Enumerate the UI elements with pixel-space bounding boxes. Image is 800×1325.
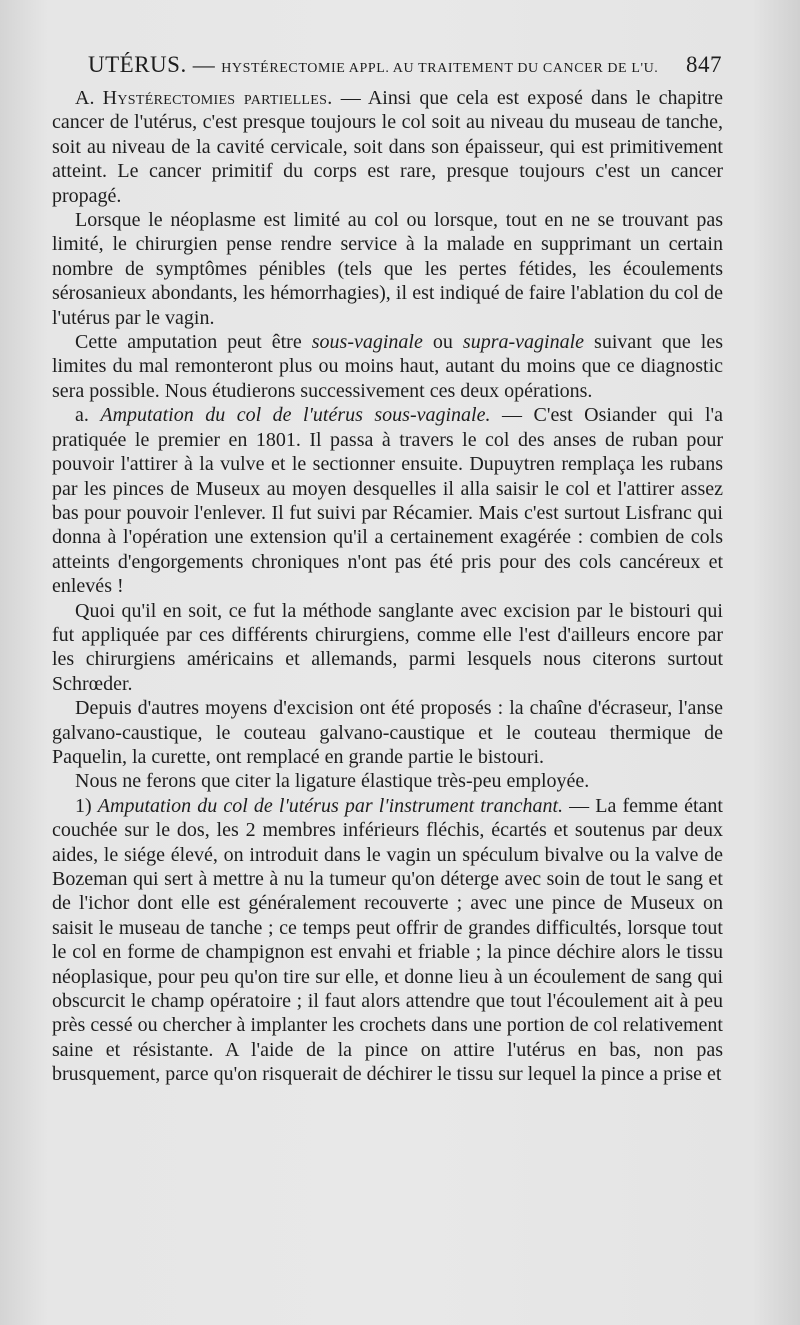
paragraph-neoplasm-limited <box>52 208 723 330</box>
paragraph-text: Lorsque le néoplasme est limité au col ou lorsque, tout en ne se trouvant pas limité, le chirurgien pense rendre service à la malade en supprimant un certain nombre de symptômes pénibles (tels que les pertes fétides, les écoulements sérosanieux abondants, les hémorrhagies), il est indiqué de faire l'ablation du col de l'utérus par le vagin. <box>52 209 723 329</box>
page-body <box>52 86 723 1087</box>
paragraph-text: Cette amputation peut être <box>75 331 312 354</box>
paragraph-text: Depuis d'autres moyens d'excision ont été proposés : la chaîne d'écraseur, l'anse galvano-caustique, le couteau galvano-caustique et le couteau thermique de Paquelin, la curette, ont remplacé en grande partie le bistouri. <box>52 697 723 768</box>
paragraph-text: ou <box>422 331 463 354</box>
subsection-heading: Amputation du col de l'utérus par l'instrument tranchant. <box>97 794 564 817</box>
paragraph-text: — La femme étant couchée sur le dos, les 2 membres inférieurs fléchis, écartés et soutenus par deux aides, le siége élevé, on introduit dans le vagin un spéculum bivalve ou la valve de Bozeman qui sert à mettre à nu la tumeur qu'on déterge avec soin de tout le sang et de l'ichor dont elle est généralement recouverte ; avec une pince de Museux on saisit le museau de tanche ; ce temps peut offrir de grandes difficultés, lorsque tout le col en forme de champignon est envahi et friable ; la pince déchire alors le tissu néoplasique, pour peu qu'on tire sur elle, et donne lieu à un écoulement de sang qui obscurcit le champ opératoire ; il faut alors attendre que tout l'écoulement ait à peu près cessé ou chercher à implanter les crochets dans une portion de col relativement saine et résistante. A l'aide de la pince on attire l'utérus en bas, non pas brusquement, parce qu'on risquerait de déchirer le tissu sur lequel la pince a prise et <box>52 794 723 1086</box>
running-title <box>88 52 686 78</box>
paragraph-excision-means <box>52 696 723 769</box>
paragraph-marker: A. <box>75 87 103 109</box>
paragraph-text: Quoi qu'il en soit, ce fut la méthode sanglante avec excision par le bistouri qui fut appliquée par ces différents chirurgiens, comme elle l'est d'ailleurs encore par les chirurgiens américains et allemands, parmi lesquels nous citerons surtout Schrœder. <box>52 599 723 695</box>
paragraph-text: — C'est Osiander qui l'a pratiquée le premier en 1801. Il passa à travers le col des anses de ruban pour pouvoir l'attirer à la vulve et le sectionner ensuite. Dupuytren remplaça les rubans par les pinces de Museux au moyen desquelles il alla saisir le col et l'attirer assez bas pour pouvoir l'enlever. Il fut suivi par Récamier. Mais c'est surtout Lisfranc qui donna à l'opération une extension qu'il a certainement exagérée : combien de cols atteints d'engorgements chroniques n'ont pas été pris pour des cols cancéreux et enlevés ! <box>52 404 723 598</box>
paragraph-cutting-instrument <box>52 794 723 1087</box>
paragraph-marker: 1) <box>75 794 98 817</box>
page-number: 847 <box>686 52 722 77</box>
paragraph-text: Nous ne ferons que citer la ligature élastique très-peu employée. <box>75 770 590 793</box>
italic-term: supra-vaginale <box>462 331 585 354</box>
paragraph-elastic-ligature <box>52 769 723 793</box>
paragraph-subvaginal-amputation <box>52 403 723 598</box>
paragraph-text: — Ainsi que cela est exposé dans le chapitre cancer de l'utérus, c'est presque toujours le col soit au niveau du museau de tanche, soit au niveau de la cavité cervicale, soit dans son épaisseur, qui est primitivement atteint. Le cancer primitif du corps est rare, presque toujours c'est un cancer propagé. <box>52 87 723 207</box>
paragraph-partial-hysterectomies <box>52 86 723 208</box>
running-header <box>88 52 722 82</box>
header-dash: — <box>186 52 222 77</box>
header-title: HYSTÉRECTOMIE APPL. AU TRAITEMENT DU CANCER DE L'U. <box>221 61 659 76</box>
section-heading: Hystérectomies partielles. <box>102 87 333 109</box>
paragraph-marker: a. <box>75 404 101 427</box>
paragraph-text: suivant que les limites du mal remonteront plus ou moins haut, autant du moins que ce diagnostic sera possible. Nous étudierons successivement ces deux opérations. <box>52 331 723 402</box>
header-section: UTÉRUS. <box>88 52 187 77</box>
italic-term: sous-vaginale <box>311 331 423 354</box>
paragraph-bloody-method <box>52 599 723 697</box>
subsection-heading: Amputation du col de l'utérus sous-vaginale. <box>100 404 491 427</box>
paragraph-amputation-types <box>52 330 723 403</box>
